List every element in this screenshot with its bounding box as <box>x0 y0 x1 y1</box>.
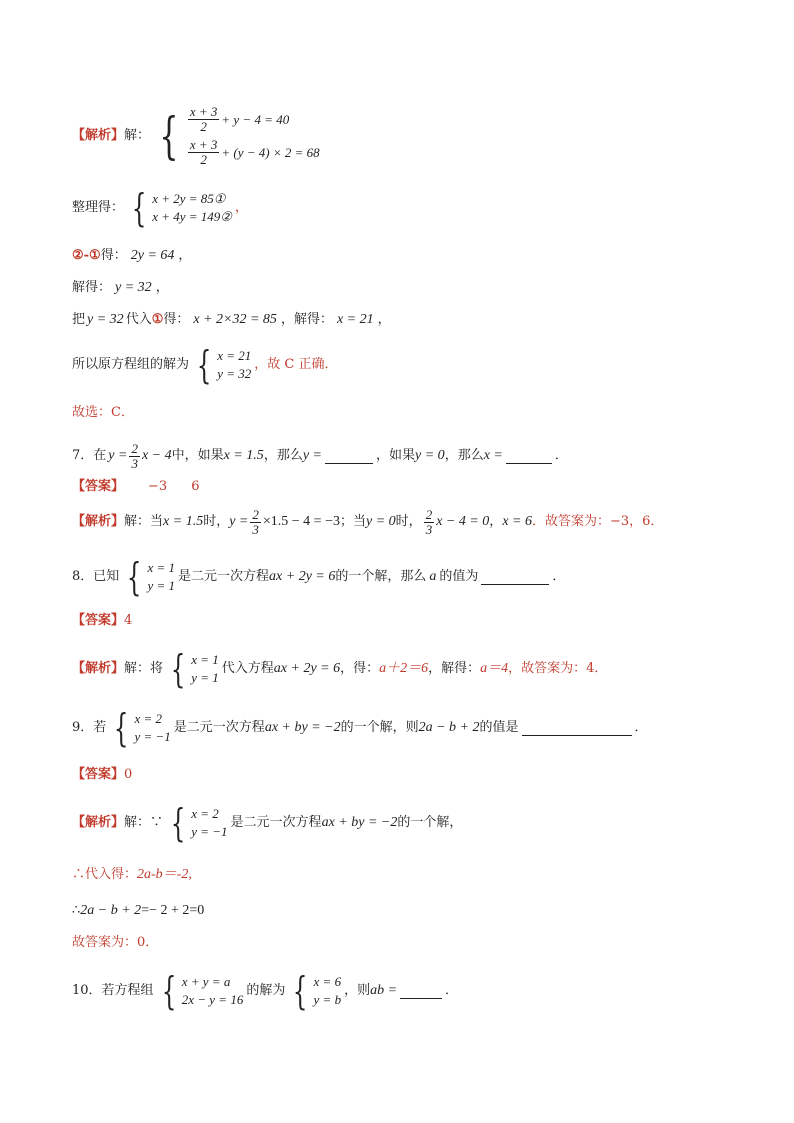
left-brace: { <box>170 647 186 691</box>
equation-system <box>153 105 320 167</box>
left-brace: { <box>293 969 308 1013</box>
q6-step2: 解得： y = 32 ， <box>72 280 169 295</box>
fraction: $\frac{2}{3}$ <box>131 440 138 471</box>
q6-rearranged: 整理得： { x + 2y = 85① x + 4y = 149② ， <box>72 186 248 230</box>
answer-blank[interactable] <box>481 570 549 585</box>
equation-system: { x + y = a 2x − y = 16 <box>161 969 244 1013</box>
q6-step1: ②-① 得： 2y = 64 ， <box>72 248 192 263</box>
fraction: $\frac{x + 3}{2}$ <box>189 137 218 167</box>
left-brace: { <box>196 343 212 387</box>
equation-system: { x = 1 y = 1 <box>170 647 219 691</box>
system-row: $\frac{x + 3}{2}$ + y − 4 = 40 <box>189 104 290 134</box>
fraction: $\frac{2}{3}$ <box>252 506 259 537</box>
q9-line3: 故答案为：0． <box>72 935 159 950</box>
q9-line1: ∴代入得： 2a-b＝-2, <box>72 867 192 882</box>
q7-answer: 【答案】 −3 6 <box>72 479 200 494</box>
equation-system: { x = 2 y = −1 <box>114 706 171 750</box>
equation-system: { x = 2 y = −1 <box>170 801 228 845</box>
left-brace: { <box>161 969 176 1013</box>
q10-question: 10．若方程组 { x + y = a 2x − y = 16 的解为 { x = 6 y = b ，则 ab = ． <box>72 969 459 1013</box>
q6-analysis-system <box>72 100 323 172</box>
q7-analysis: 【解析】 解：当 x = 1.5 时， y = $\frac{2}{3}$ ×1.5 − 4 = −3 ；当 y = 0 时， $\frac{2}{3}$ x − 4 = 0 ， x = 6 ．故答案为：−3，6． <box>72 506 664 537</box>
left-brace: { <box>170 801 186 845</box>
q8-answer: 【答案】 4 <box>72 613 133 628</box>
q6-solution: 所以原方程组的解为 { x = 21 y = 32 ，故 C 正确． <box>72 343 338 387</box>
left-brace: { <box>159 107 179 165</box>
system-row: $\frac{x + 3}{2}$ + (y − 4) × 2 = 68 <box>189 137 320 167</box>
equation-system: { x = 21 y = 32 <box>196 343 252 387</box>
equation-system: { x + 2y = 85① x + 4y = 149② <box>131 186 232 230</box>
answer-blank[interactable] <box>400 984 442 999</box>
q8-question: 8．已知 { x = 1 y = 1 是二元一次方程 ax + 2y = 6 的一个解，那么 a 的值为 ． <box>72 555 566 599</box>
fraction: $\frac{2}{3}$ <box>425 506 433 537</box>
q8-analysis: 【解析】 解：将 { x = 1 y = 1 代入方程 ax + 2y = 6 ，得： a＋2＝6 ，解得： a＝4 ，故答案为：4． <box>72 647 608 691</box>
fraction: $\frac{x + 3}{2}$ <box>189 104 218 134</box>
q9-question: 9．若 { x = 2 y = −1 是二元一次方程 ax + by = −2 的一个解，则 2a − b + 2 的值是 ． <box>72 706 648 750</box>
analysis-label: 【解析】 <box>72 128 125 143</box>
q6-choose: 故选：C． <box>72 405 134 420</box>
equation-system: { x = 1 y = 1 <box>127 555 176 599</box>
left-brace: { <box>131 186 147 230</box>
answer-blank[interactable] <box>506 449 552 464</box>
q6-step3: 把 y = 32 代入 ① 得： x + 2×32 = 85 ，解得： x = 21 ， <box>72 312 391 327</box>
equation-system: { x = 6 y = b <box>293 969 342 1013</box>
q7-question: 7．在 y = $\frac{2}{3}$ x − 4 中，如果 x = 1.5 ，那么 y = ，如果 y = 0 ，那么 x = ． <box>72 440 568 471</box>
left-brace: { <box>114 706 129 750</box>
left-brace: { <box>127 555 142 599</box>
solve-label: 解： <box>124 128 151 143</box>
answer-blank[interactable] <box>522 721 632 736</box>
answer-blank[interactable] <box>325 449 373 464</box>
q9-answer: 【答案】 0 <box>72 767 133 782</box>
rearranged-label: 整理得： <box>72 200 125 215</box>
q9-analysis: 【解析】 解：∵ { x = 2 y = −1 是二元一次方程 ax + by = −2 的一个解， <box>72 801 463 845</box>
q9-line2: ∴ 2a − b + 2 =− 2 + 2=0 <box>72 903 205 918</box>
